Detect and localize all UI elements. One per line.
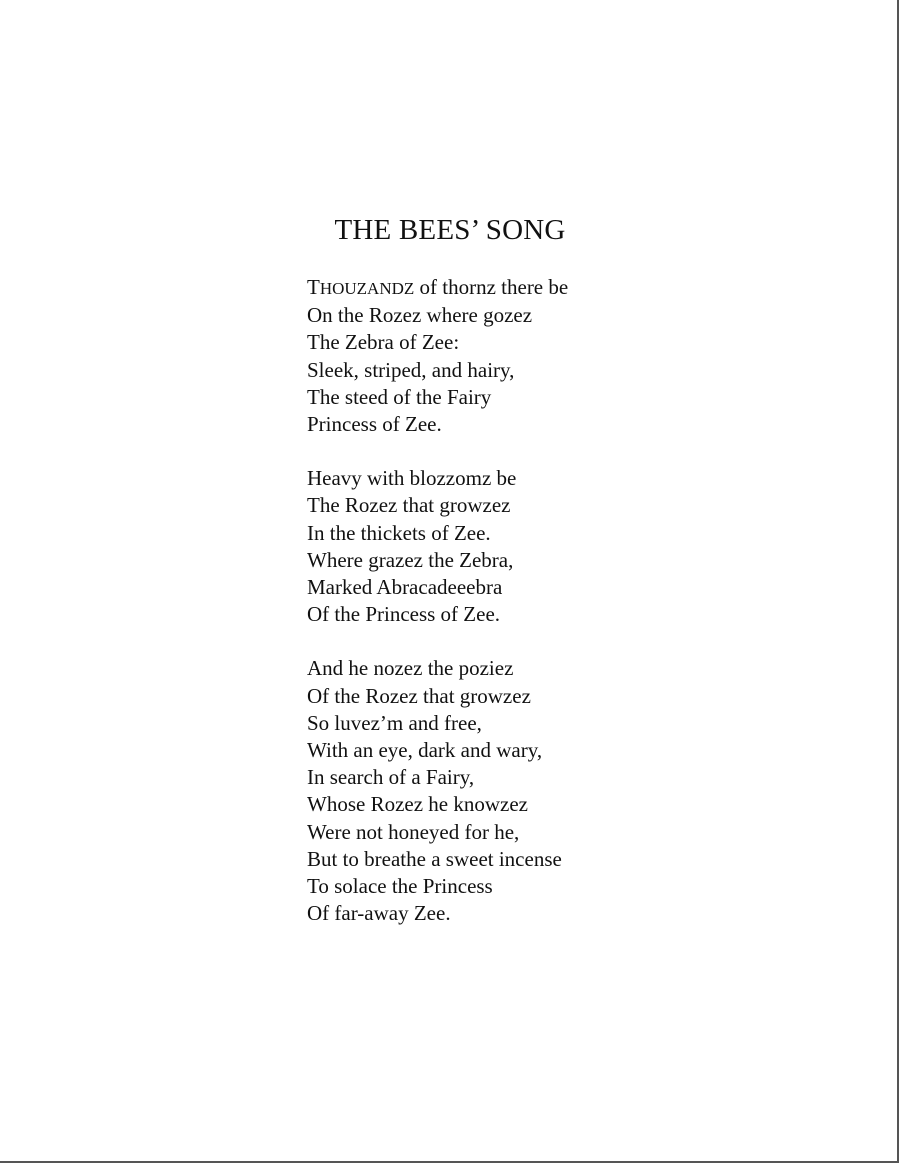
poem-line: So luvez’m and free,: [307, 710, 482, 735]
poem-line: Of far-away Zee.: [307, 901, 451, 926]
poem-line: Of the Princess of Zee.: [307, 602, 501, 627]
poem-title: THE BEES’ SONG: [334, 214, 566, 246]
poem-line: Where grazez the Zebra,: [307, 547, 514, 572]
first-line-rest: of thornz there be: [414, 275, 569, 299]
poem-line: [307, 274, 568, 302]
poem-line: But to breathe a sweet incense: [307, 846, 562, 871]
stanza-1: [307, 274, 568, 438]
poem-line: The Rozez that growzez: [307, 493, 511, 518]
poem-line: Sleek, striped, and hairy,: [307, 357, 515, 382]
small-caps-word: HOUZANDZ: [319, 279, 415, 298]
poem-line: Heavy with blozzomz be: [307, 466, 517, 491]
poem-line: Princess of Zee.: [307, 412, 442, 437]
poem-line: Marked Abracadeeebra: [307, 575, 503, 600]
poem-line: On the Rozez where gozez: [307, 303, 533, 328]
stanza-3: [307, 655, 568, 927]
poem-line: Whose Rozez he knowzez: [307, 792, 528, 817]
poem-body: [307, 274, 568, 927]
poem-line: To solace the Princess: [307, 874, 493, 899]
poem-line: Were not honeyed for he,: [307, 819, 520, 844]
poem-line: The steed of the Fairy: [307, 384, 492, 409]
poem-line: Of the Rozez that growzez: [307, 683, 531, 708]
poem-line: In the thickets of Zee.: [307, 520, 491, 545]
drop-initial: T: [307, 275, 320, 299]
poem-line: In search of a Fairy,: [307, 765, 475, 790]
poem-line: The Zebra of Zee:: [307, 330, 460, 355]
poem-line: And he nozez the poziez: [307, 656, 514, 681]
poem-line: With an eye, dark and wary,: [307, 738, 543, 763]
stanza-2: [307, 465, 568, 628]
